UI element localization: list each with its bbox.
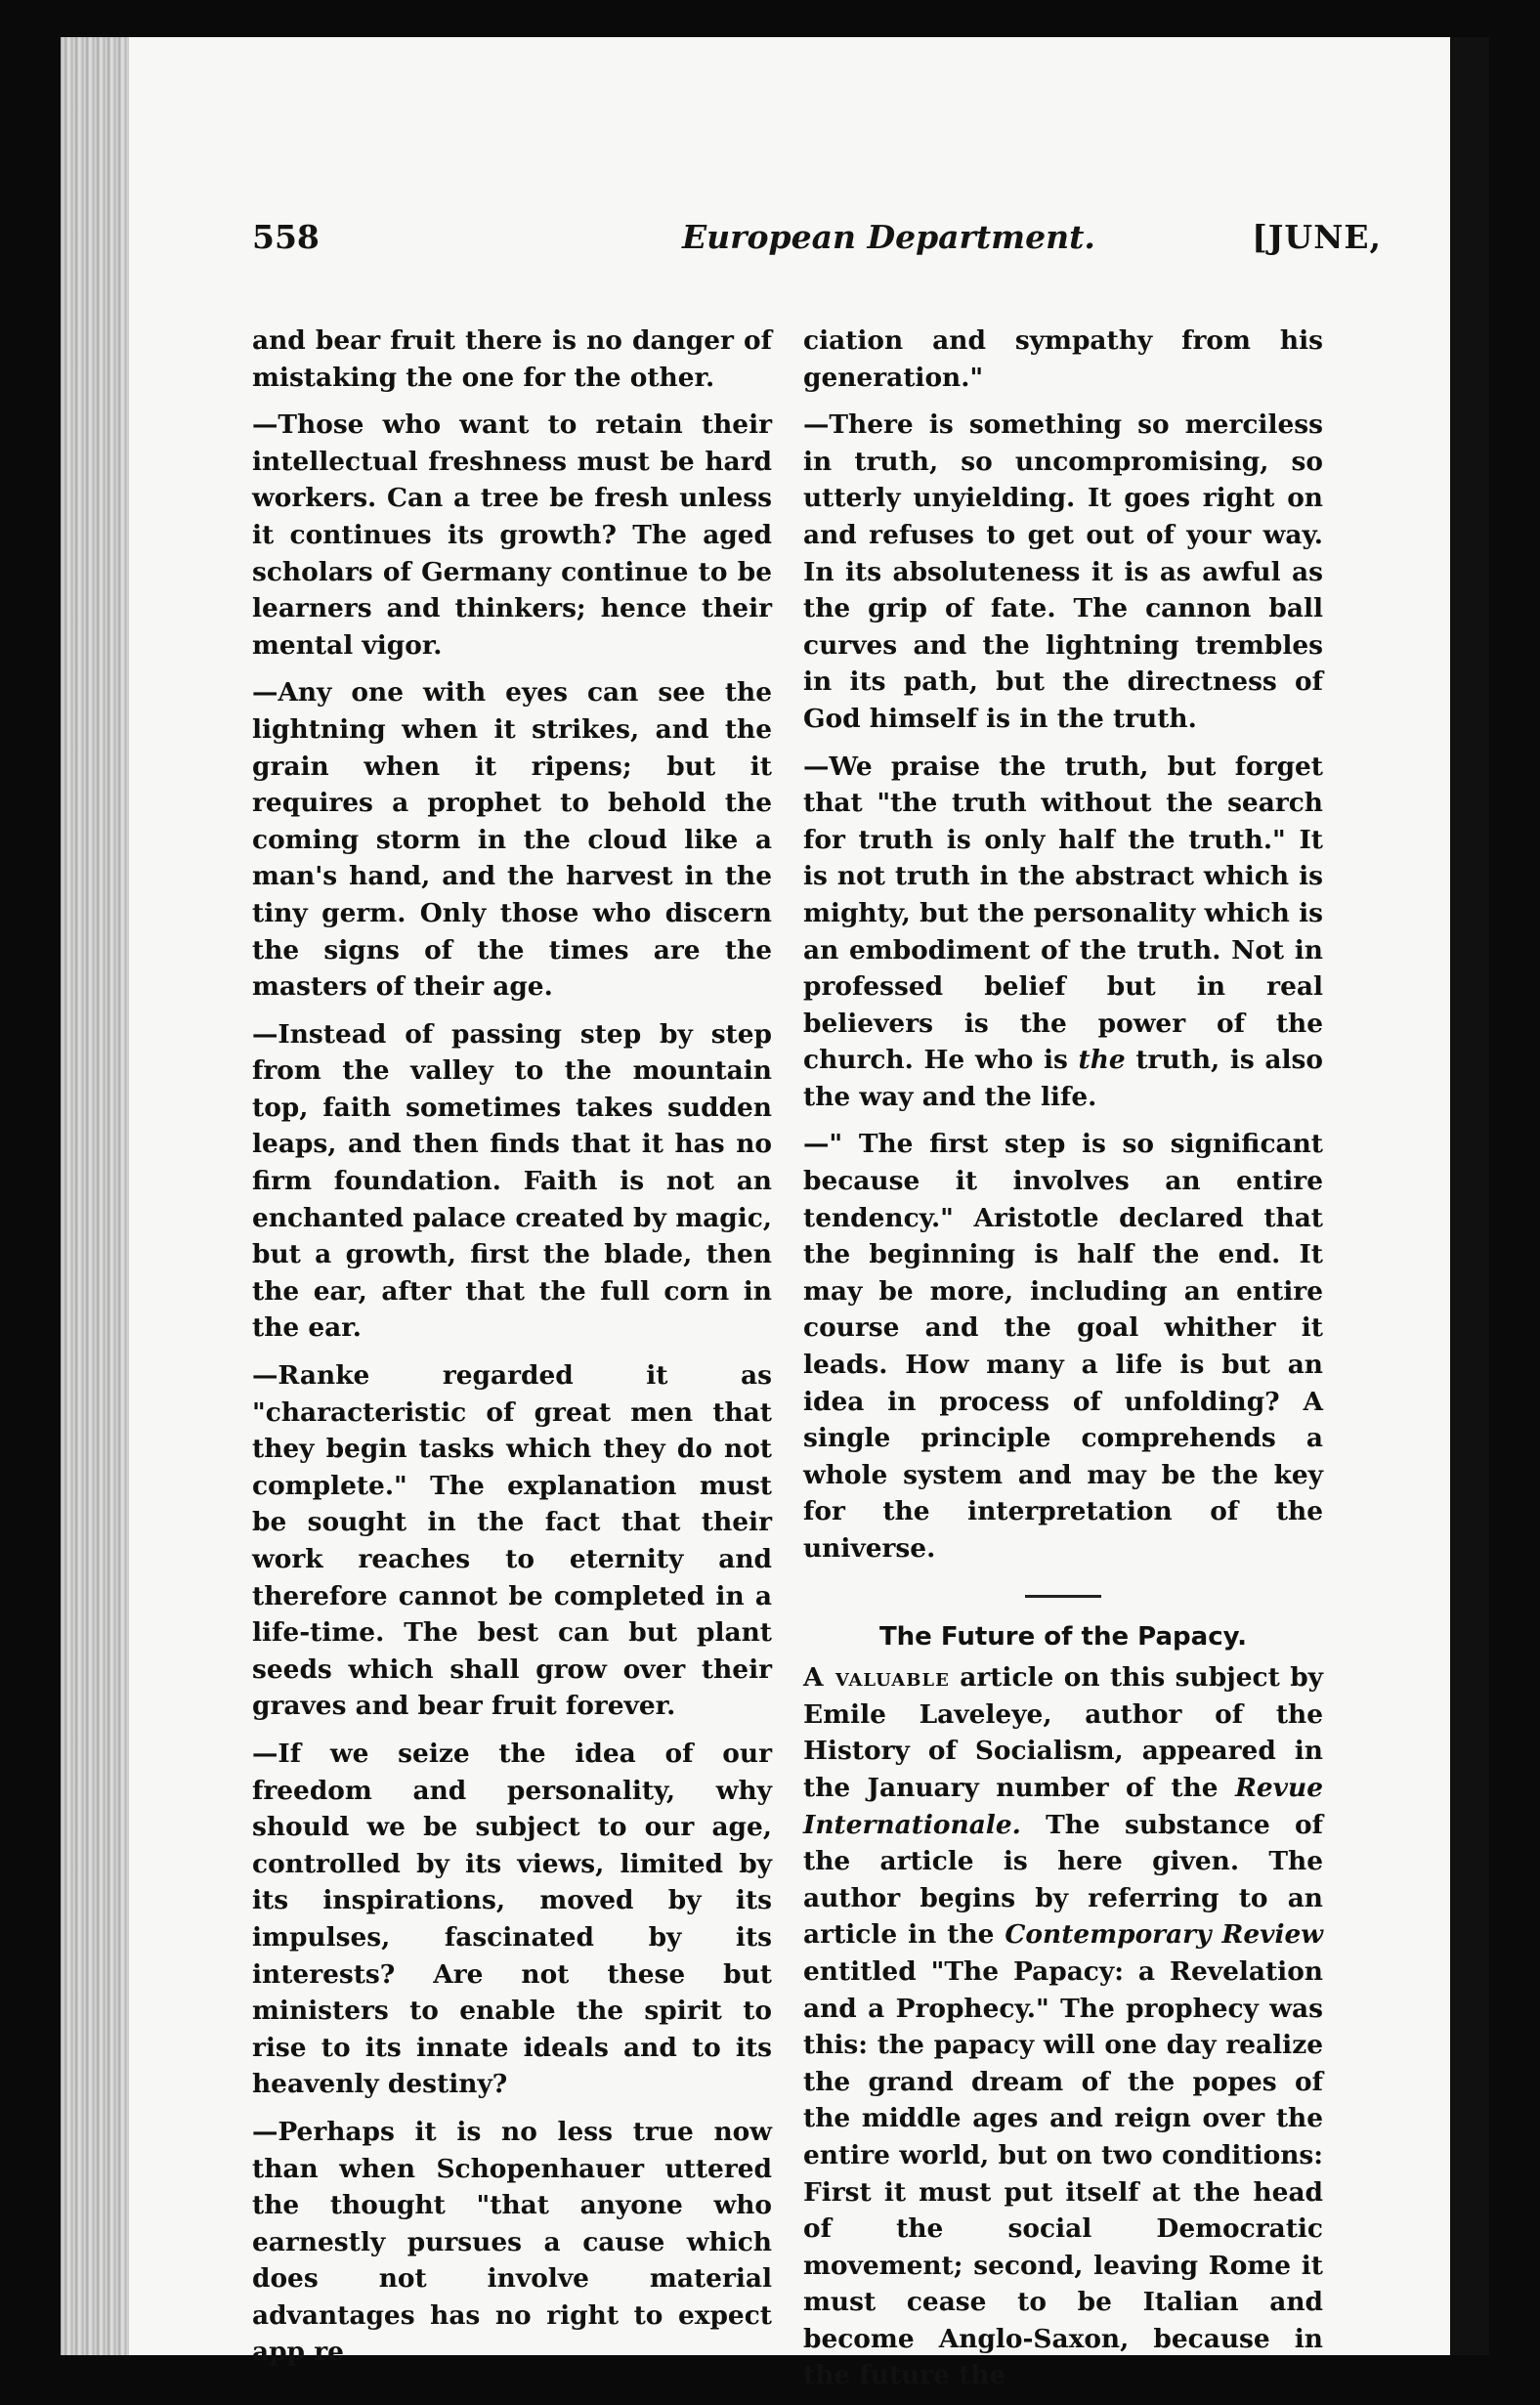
paragraph: —" The first step is so significant because it involves an entire tendency." Aristotle declared that the beginning is half the end. It may be more, including an entire course and the goal whither it leads. How many a life is but an idea in process of unfolding? A single principle comprehends a whole system and may be the key for the interpretation of the universe. [803, 1129, 1323, 1564]
paragraph: —If we seize the idea of our freedom and personality, why should we be subject to our age, controlled by its views, limited by its inspirations, moved by its impulses, fascinated by its interests? Are not these but ministers to enable the spirit to rise to its innate ideals and to its heavenly destiny? [252, 1738, 772, 2100]
page-binding-edge [61, 37, 129, 2355]
truth-paragraph-text: —We praise the truth, but forget that "the truth without the search for truth is only half the truth." It is not truth in the abstract which is mighty, but the personality which is an embodiment of the truth. Not in professed belief but in real believers is the power of the church. [803, 751, 1323, 1076]
article-text: entitled "The Papacy: a Revelation and a Prophecy." The prophecy was this: the papacy will one day realize the grand dream of the popes of the middle ages and reign over the entire world, but on two conditions: First it must put itself at the head of the social Democratic movement; second, leaving Rome it must cease to be Italian and become Anglo-Saxon, because in the future the [803, 1955, 1323, 2391]
left-column [252, 322, 772, 2382]
journal-title: Revue Internationale. [803, 1772, 1323, 1840]
article-text: The substance of the article is here given. The author begins by referring to an article in the [803, 1809, 1323, 1951]
review-title: Contemporary Review [1005, 1919, 1323, 1951]
paragraph: —Perhaps it is no less true now than when Schopenhauer uttered the thought "that anyone who earnestly pursues a cause which does not involve material advantages has no right to expect app re [252, 2116, 772, 2368]
article-paragraph [803, 1659, 1323, 2394]
paragraph: —Instead of passing step by step from the valley to the mountain top, faith sometimes takes sudden leaps, and then finds that it has no firm foundation. Faith is not an enchanted palace created by magic, but a growth, first the blade, then the ear, after that the full corn in the ear. [252, 1018, 772, 1344]
section-title: The Future of the Papacy. [878, 1621, 1248, 1652]
truth-paragraph-before: He who is [923, 1045, 1079, 1076]
running-header [252, 218, 1382, 277]
facing-page-shadow [1450, 37, 1489, 2355]
paragraph [803, 749, 1323, 1116]
truth-paragraph-after: truth, is also the way and the life. [803, 1045, 1323, 1112]
article-text: article on this subject by Emile Laveleye, author of the History of Socialism, appeared in the January number of the [803, 1662, 1323, 1803]
paragraph: —Any one with eyes can see the lightning when it strikes, and the grain when it ripens; but it requires a prophet to behold the coming storm in the cloud like a man's hand, and the harvest in the tiny germ. Only those who discern the signs of the times are the masters of their age. [252, 677, 772, 1003]
lead-in: A valuable [803, 1662, 950, 1694]
section-divider [1025, 1595, 1101, 1598]
page-number: 558 [252, 218, 320, 256]
issue-month: [JUNE, [1252, 218, 1382, 256]
running-title: European Department. [682, 218, 1095, 256]
paragraph: —There is something so merciless in truth, so uncompromising, so utterly unyielding. It goes right on and refuses to get out of your way. In its absoluteness it is as awful as the grip of fate. The cannon ball curves and the lightning trembles in its path, but the directness of God himself is in the truth. [803, 409, 1323, 734]
paragraph: ciation and sympathy from his generation." [803, 325, 1323, 393]
paragraph: —Those who want to retain their intellectual freshness must be hard workers. Can a tree be fresh unless it continues its growth? The aged scholars of Germany continue to be learners and thinkers; hence their mental vigor. [252, 409, 772, 661]
paragraph: —Ranke regarded it as "characteristic of great men that they begin tasks which they do not complete." The explanation must be sought in the fact that their work reaches to eternity and therefore cannot be completed in a life-time. The best can but plant seeds which shall grow over their graves and bear fruit forever. [252, 1360, 772, 1722]
paragraph: and bear fruit there is no danger of mistaking the one for the other. [252, 325, 772, 393]
emphasis-the: the [1078, 1045, 1126, 1076]
right-column [803, 322, 1323, 2405]
book-page [61, 37, 1489, 2391]
